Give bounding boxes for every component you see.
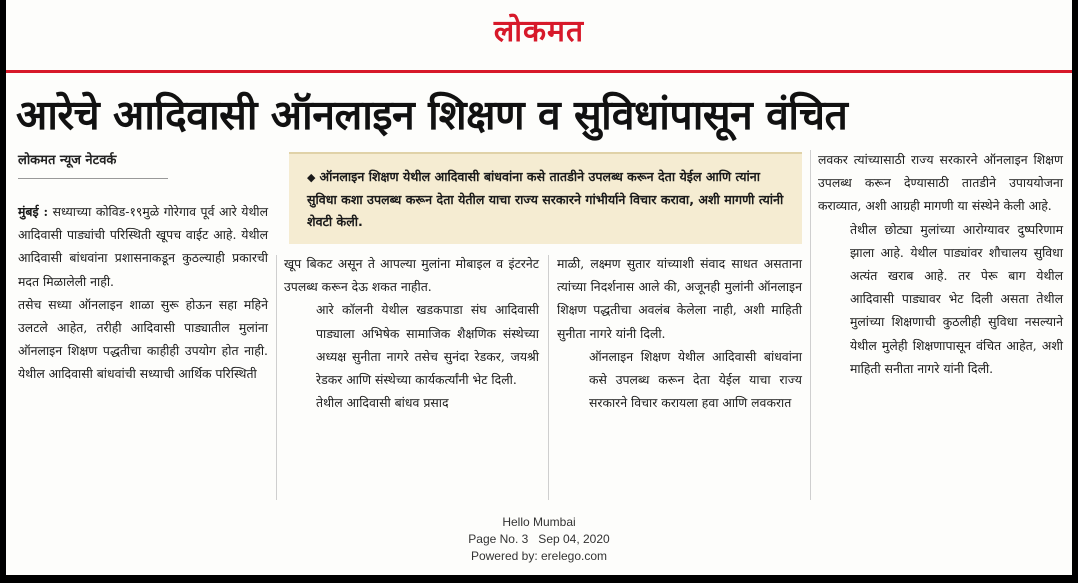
dateline: मुंबई :	[18, 204, 49, 219]
lokmat-logo: लोकमत	[493, 14, 585, 49]
footer-powered-by: Powered by: erelego.com	[470, 549, 608, 563]
byline: लोकमत न्यूज नेटवर्क	[18, 153, 117, 168]
column-2-paragraph-1: खूप बिकट असून ते आपल्या मुलांना मोबाइल व इंटरनेट उपलब्ध करून देऊ शकत नाहीत.	[284, 256, 539, 295]
masthead-divider	[6, 70, 1072, 73]
column-3-paragraph-1: माळी, लक्ष्मण सुतार यांच्याशी संवाद साधत असताना त्यांच्या निदर्शनास आले की, अजूनही मुलांनी ऑनलाइन शिक्षण पद्धतीचा अवलंब केलेला नाही, अशी माहिती सुनीता नागरे यांनी दिली.	[557, 256, 802, 341]
page-footer	[6, 514, 1072, 565]
article-headline: आरेचे आदिवासी ऑनलाइन शिक्षण व सुविधांपासून वंचित	[16, 91, 848, 139]
column-4-paragraph-2: तेथील छोट्या मुलांच्या आरोग्यावर दुष्परिणाम झाला आहे. येथील पाड्यांवर शौचालय सुविधा अत्यंत खराब आहे. तर पेरू बाग येथील आदिवासी पाड्यावर भेट दिली असता तेथील मुलांच्या शिक्षणाची कुठलीही सुविधा नसल्याने येथील मुलेही शिक्षणापासून वंचित आहेत, अशी माहिती सनीता नागरे यांनी दिली.	[850, 221, 1063, 376]
column-3-paragraph-2: ऑनलाइन शिक्षण येथील आदिवासी बांधवांना कसे उपलब्ध करून देता येईल याचा राज्य सरकारने विचार करायला हवा आणि लवकरात	[589, 348, 802, 411]
newspaper-page	[6, 0, 1072, 575]
column-divider	[810, 150, 811, 500]
column-1-text-1: सध्याच्या कोविड-१९मुळे गोरेगाव पूर्व आरे येथील आदिवासी पाड्यांची परिस्थिती खूपच वाईट आहे. येथील आदिवासी बांधवांना प्रशासनाकडून कुठल्याही प्रकारची मदत मिळालेली नाही.	[18, 204, 268, 289]
article-column-4	[818, 148, 1063, 380]
byline-divider	[18, 178, 168, 179]
article-column-1	[18, 200, 268, 386]
column-1-paragraph-1	[18, 200, 268, 293]
footer-publication: Hello Mumbai	[502, 515, 576, 529]
article-column-2	[284, 252, 539, 414]
column-4-paragraph-1: लवकर त्यांच्यासाठी राज्य सरकारने ऑनलाइन शिक्षण उपलब्ध करून देण्यासाठी तातडीने उपाययोजना कराव्यात, अशी आग्रही मागणी या संस्थेने केली आहे.	[818, 152, 1063, 214]
column-2-paragraph-3: तेथील आदिवासी बांधव प्रसाद	[316, 395, 449, 411]
column-divider	[276, 255, 277, 500]
pullquote-box	[289, 152, 802, 244]
column-divider	[548, 255, 549, 500]
column-2-paragraph-2: आरे कॉलनी येथील खडकपाडा संघ आदिवासी पाड्याला अभिषेक सामाजिक शैक्षणिक संस्थेच्या अध्यक्ष सुनीता नागरे तसेच सुनंदा रेडकर, जयश्री रेडकर आणि संस्थेच्या कार्यकर्त्यांनी भेट दिली.	[316, 302, 539, 388]
article-column-3	[557, 252, 802, 414]
masthead	[6, 10, 1072, 60]
column-1-paragraph-2: तसेच सध्या ऑनलाइन शाळा सुरू होऊन सहा महिने उलटले आहेत, तरीही आदिवासी पाड्यातील मुलांना ऑनलाइन शिक्षण पद्धतीचा काहीही उपयोग होत नाही. येथील आदिवासी बांधवांची सध्याची आर्थिक परिस्थिती	[18, 296, 268, 382]
diamond-bullet-icon: ◆	[307, 171, 316, 184]
footer-page-date: Page No. 3 Sep 04, 2020	[468, 532, 610, 546]
pullquote-text: ऑनलाइन शिक्षण येथील आदिवासी बांधवांना कसे तातडीने उपलब्ध करून देता येईल आणि त्यांना सुविधा कशा उपलब्ध करून देता येतील याचा राज्य सरकारने गांभीर्याने विचार करावा, अशी मागणी त्यांनी शेवटी केली.	[307, 169, 784, 229]
